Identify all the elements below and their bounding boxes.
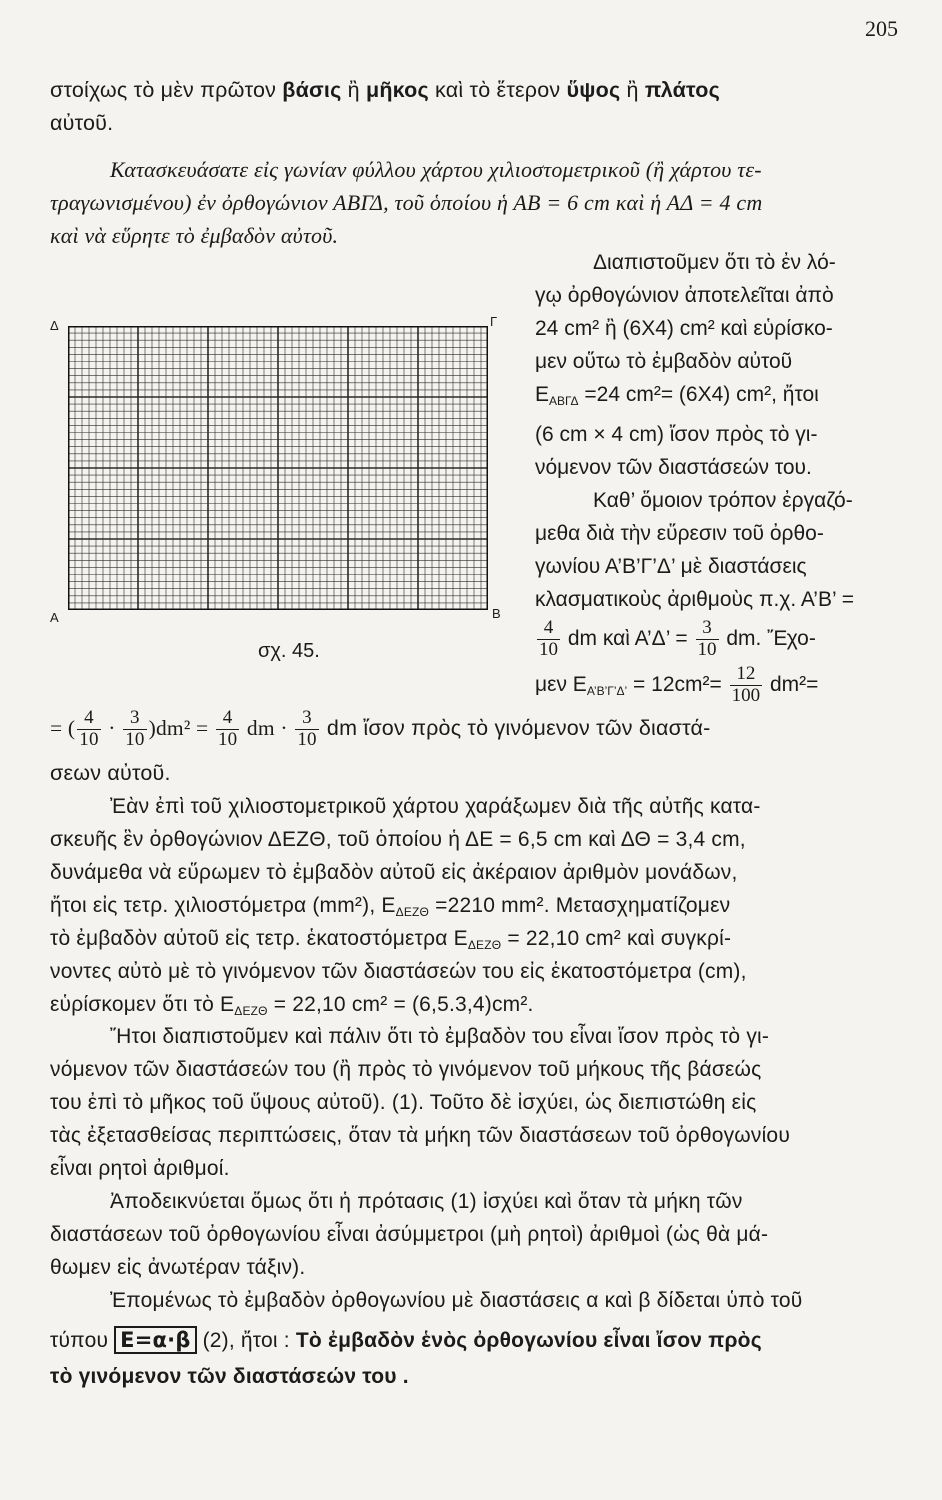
figure-caption: σχ. 45. — [258, 640, 320, 662]
right-line-3: 24 cm² ἢ (6X4) cm² καὶ εὑρίσκο- — [535, 317, 833, 340]
text-run: τὸ ἐμβαδὸν αὐτοῦ εἰς τετρ. ἑκατοστόμετρα Ε — [50, 927, 468, 950]
subscript: ΔΕΖΘ — [467, 938, 502, 952]
p2-line-2: σκευῆς ἓν ὀρθογώνιον ΔΕΖΘ, τοῦ ὁποίου ἡ ΔΕ = 6,5 cm καὶ ΔΘ = 3,4 cm, — [50, 828, 746, 851]
right-line-5 — [535, 378, 907, 418]
text-run: τύπου — [50, 1329, 115, 1352]
subscript: ΔΕΖΘ — [395, 905, 430, 919]
subscript: ΔΕΖΘ — [234, 1004, 268, 1018]
subscript: ΑΒΓΔ — [549, 394, 579, 408]
p4-line-1: Ἀποδεικνύεται ὅμως ὅτι ἡ πρότασις (1) ἰσχύει καὶ ὅταν τὰ μήκη τῶν — [110, 1190, 743, 1213]
vertex-label-alpha: Α — [50, 610, 59, 625]
term-height: ὕψος — [566, 78, 621, 102]
text-run: =2210 mm². Μετασχηματίζομεν — [429, 894, 731, 917]
p2-line-3: δυνάμεθα νὰ εὕρωμεν τὸ ἐμβαδὸν αὐτοῦ εἰς ἀκέραιον ἀριθμὸν μονάδων, — [50, 861, 738, 884]
p5-line-3: τὸ γινόμενον τῶν διαστάσεών του . — [50, 1365, 409, 1388]
intro-line-2: αὐτοῦ. — [50, 111, 114, 135]
right-line-2: γῳ ὀρθογώνιον ἀποτελεῖται ἀπὸ — [535, 284, 834, 307]
right-line-8: Καθ’ ὅμοιον τρόπον ἐργαζό- — [593, 489, 853, 512]
formula-line — [50, 708, 711, 754]
p5-line-1: Ἐπομένως τὸ ἐμβαδὸν ὀρθογωνίου μὲ διαστάσεις α καὶ β δίδεται ὑπὸ τοῦ — [110, 1289, 803, 1312]
fraction: $\frac{4}{10}$ — [217, 707, 238, 750]
fraction: $\frac{4}{10}$ — [539, 617, 558, 660]
fraction: $\frac{3}{10}$ — [125, 707, 145, 750]
p2-line-6: νοντες αὐτὸ μὲ τὸ γινόμενον τῶν διαστάσεών του εἰς ἑκατοστόμετρα (cm), — [50, 960, 747, 983]
right-line-9: μεθα διὰ τὴν εὕρεσιν τοῦ ὀρθο- — [535, 522, 824, 545]
text-run: = 22,10 cm² = (6,5.3,4)cm². — [267, 993, 534, 1016]
right-line-11: κλασματικοὺς ἀριθμοὺς π.χ. Α’Β’ = — [535, 588, 854, 611]
text-run: = 22,10 cm² καὶ συγκρί- — [501, 927, 732, 950]
right-line-6: (6 cm × 4 cm) ἴσον πρὸς τὸ γι- — [535, 423, 818, 446]
p4-line-3: θωμεν εἰς ἀνωτέραν τάξιν). — [50, 1256, 306, 1279]
text-run: =24 cm²= (6X4) cm², ἤτοι — [578, 383, 819, 406]
term-width: πλάτος — [644, 78, 720, 102]
term-length: μῆκος — [365, 78, 429, 102]
p3-line-2: νόμενον τῶν διαστάσεών του (ἢ πρὸς τὸ γινόμενον τοῦ μήκους τῆς βάσεώς — [50, 1058, 762, 1081]
text-run: dm ἴσον πρὸς τὸ γινόμενον τῶν διαστά- — [320, 716, 711, 741]
text-run: εὑρίσκομεν ὅτι τὸ Ε — [50, 993, 235, 1016]
p5-line-2 — [50, 1324, 762, 1357]
text-run: dm. Ἔχο- — [720, 626, 816, 650]
p3-line-1: Ἤτοι διαπιστοῦμεν καὶ πάλιν ὅτι τὸ ἐμβαδὸν του εἶναι ἴσον πρὸς τὸ γι- — [110, 1025, 770, 1048]
right-line-13 — [535, 664, 907, 710]
text-run: (2), ἤτοι : — [196, 1329, 296, 1352]
text-run: ἤτοι εἰς τετρ. χιλιοστόμετρα (mm²), Ε — [50, 894, 396, 917]
text-run: ἢ — [620, 78, 645, 102]
text-run: dm · — [241, 716, 294, 741]
exercise-line-3: καὶ νὰ εὕρητε τὸ ἐμβαδὸν αὐτοῦ. — [50, 223, 339, 248]
boxed-formula: Ε=α·β — [114, 1326, 196, 1354]
term-base: βάσις — [282, 78, 342, 102]
vertex-label-beta: Β — [492, 606, 501, 621]
text-run: dm²= — [764, 672, 819, 696]
p2-line-1: Ἐὰν ἐπὶ τοῦ χιλιοστομετρικοῦ χάρτου χαράξωμεν διὰ τῆς αὐτῆς κατα- — [110, 795, 761, 818]
right-line-1: Διαπιστοῦμεν ὅτι τὸ ἐν λό- — [593, 251, 836, 274]
text-run: Ε — [535, 383, 550, 406]
text-run: · — [102, 716, 122, 741]
text-run: = 12cm²= — [627, 672, 728, 696]
exercise-line-2: τραγωνισμένου) ἐν ὀρθογώνιον ΑΒΓΔ, τοῦ ὁποίου ἡ ΑΒ = 6 cm καὶ ἡ ΑΔ = 4 cm — [50, 190, 763, 215]
right-line-7: νόμενον τῶν διαστάσεών του. — [535, 456, 812, 479]
fraction: $\frac{3}{10}$ — [297, 707, 317, 750]
fraction: $\frac{12}{100}$ — [731, 663, 761, 706]
bold-statement: Τὸ ἐμβαδὸν ἑνὸς ὀρθογωνίου εἶναι ἴσον πρὸς — [295, 1329, 762, 1352]
intro-line-1 — [50, 74, 720, 107]
text-run: ἢ — [341, 78, 366, 102]
p3-line-4: τὰς ἐξετασθείσας περιπτώσεις, ὅταν τὰ μήκη τῶν διαστάσεων τοῦ ὀρθογωνίου — [50, 1124, 790, 1147]
fraction: $\frac{3}{10}$ — [697, 617, 717, 660]
right-line-10: γωνίου Α’Β’Γ’Δ’ μὲ διαστάσεις — [535, 555, 807, 578]
p3-line-3: του ἐπὶ τὸ μῆκος τοῦ ὕψους αὐτοῦ). (1). Τοῦτο δὲ ἰσχύει, ὡς διεπιστώθη εἰς — [50, 1091, 757, 1114]
vertex-label-delta: Δ — [50, 318, 59, 333]
text-run: dm καὶ Α’Δ’ = — [562, 626, 694, 650]
fraction: $\frac{4}{10}$ — [79, 707, 99, 750]
text-run: μεν Ε — [535, 672, 587, 696]
subscript: Α’Β’Γ’Δ’ — [586, 683, 628, 698]
millimeter-grid-figure — [68, 326, 488, 610]
exercise-line-1: Κατασκευάσατε εἰς γωνίαν φύλλου χάρτου χιλιοστομετρικοῦ (ἢ χάρτου τε- — [110, 157, 762, 182]
right-column-text — [535, 246, 907, 710]
right-line-4: μεν οὕτω τὸ ἐμβαδὸν αὐτοῦ — [535, 350, 793, 373]
vertex-label-gamma: Γ — [490, 314, 498, 329]
right-line-12 — [535, 618, 907, 664]
p4-line-2: διαστάσεων τοῦ ὀρθογωνίου εἶναι ἀσύμμετροι (μὴ ρητοὶ) ἀριθμοὶ (ὡς θὰ μά- — [50, 1223, 769, 1246]
text-run: καὶ τὸ ἕτερον — [428, 78, 567, 102]
formula-line-2: σεων αὐτοῦ. — [50, 761, 171, 785]
page-number: 205 — [865, 16, 898, 41]
p3-line-5: εἶναι ρητοὶ ἀριθμοί. — [50, 1157, 230, 1180]
text-run: στοίχως τὸ μὲν πρῶτον — [50, 78, 283, 102]
text-run: = ( — [50, 716, 76, 741]
text-run: )dm² = — [148, 716, 214, 741]
